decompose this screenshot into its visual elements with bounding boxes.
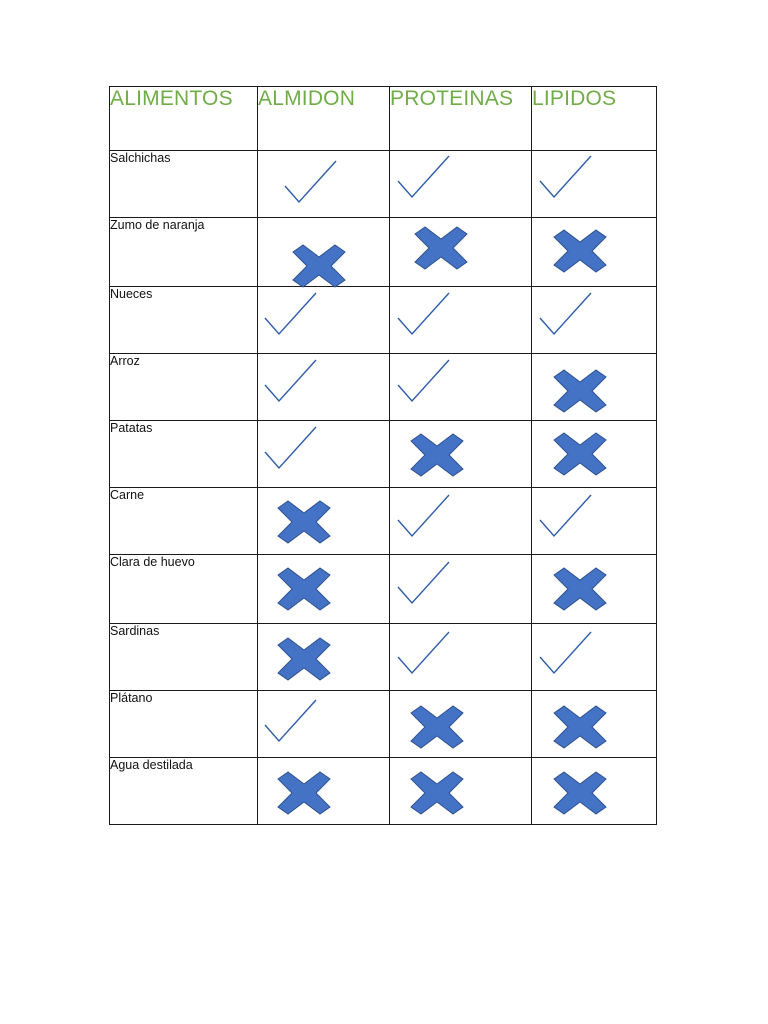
- cross-icon: [410, 705, 464, 749]
- check-icon: [397, 292, 451, 338]
- food-name: Agua destilada: [110, 758, 258, 825]
- cross-icon: [553, 432, 607, 476]
- cross-icon: [277, 771, 331, 815]
- check-icon: [539, 631, 593, 677]
- check-icon: [264, 359, 318, 405]
- cross-icon: [553, 229, 607, 273]
- header-lipidos: LIPIDOS: [532, 87, 657, 151]
- cross-icon: [277, 637, 331, 681]
- check-icon: [539, 494, 593, 540]
- check-icon: [397, 561, 451, 607]
- cross-icon: [553, 771, 607, 815]
- food-name: Zumo de naranja: [110, 218, 258, 287]
- food-name: Carne: [110, 488, 258, 555]
- check-icon: [264, 292, 318, 338]
- header-alimentos: ALIMENTOS: [110, 87, 258, 151]
- header-row: [110, 87, 657, 151]
- check-icon: [264, 426, 318, 472]
- food-name: Arroz: [110, 354, 258, 421]
- header-proteinas: PROTEINAS: [390, 87, 532, 151]
- check-icon: [539, 155, 593, 201]
- check-icon: [397, 631, 451, 677]
- cross-icon: [553, 705, 607, 749]
- check-icon: [264, 699, 318, 745]
- cross-icon: [410, 433, 464, 477]
- cross-icon: [277, 567, 331, 611]
- check-icon: [397, 359, 451, 405]
- cross-icon: [277, 500, 331, 544]
- food-name: Nueces: [110, 287, 258, 354]
- check-icon: [397, 155, 451, 201]
- check-icon: [539, 292, 593, 338]
- cross-icon: [292, 244, 346, 288]
- cross-icon: [553, 369, 607, 413]
- header-almidon: ALMIDON: [258, 87, 390, 151]
- check-icon: [284, 160, 338, 206]
- food-name: Salchichas: [110, 151, 258, 218]
- cross-icon: [410, 771, 464, 815]
- food-name: Plátano: [110, 691, 258, 758]
- food-name: Sardinas: [110, 624, 258, 691]
- check-icon: [397, 494, 451, 540]
- food-name: Patatas: [110, 421, 258, 488]
- food-name: Clara de huevo: [110, 555, 258, 624]
- cross-icon: [414, 226, 468, 270]
- cross-icon: [553, 567, 607, 611]
